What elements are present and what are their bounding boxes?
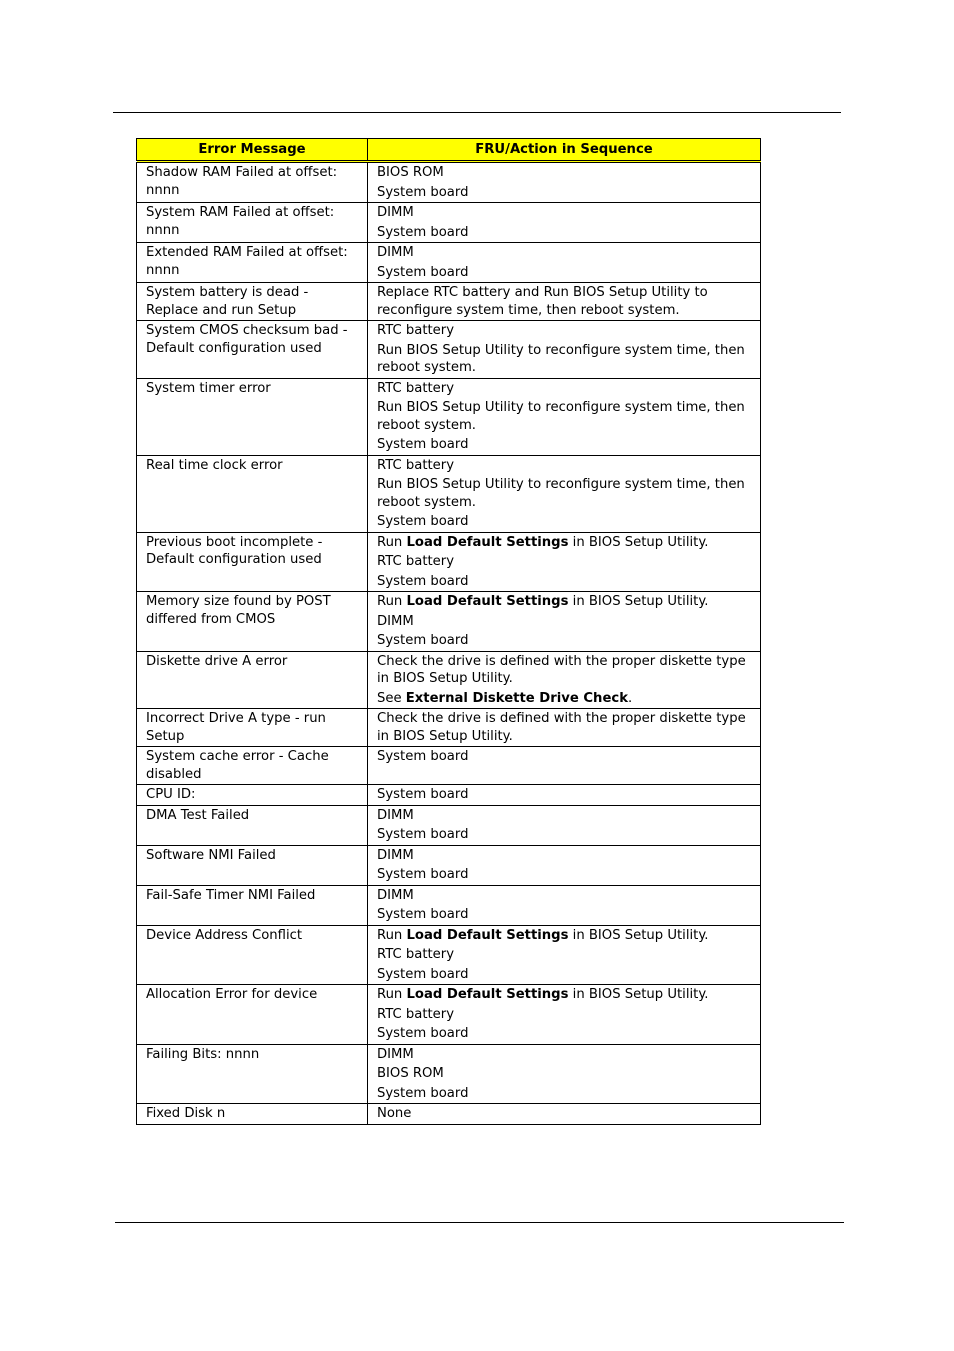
action-text: DIMM [377,205,414,220]
action-emphasis: Load Default Settings [406,534,569,550]
table-body [137,162,761,1125]
action-line [377,184,754,202]
fru-action-cell [368,592,761,652]
action-text: Run [377,927,407,943]
table-row [137,651,761,709]
action-line [377,457,754,475]
table-row [137,532,761,592]
action-text: RTC battery [377,323,455,338]
error-message-cell: Device Address Conflict [137,925,368,985]
action-text: DIMM [377,887,414,903]
error-message-cell: System battery is dead - Replace and run Setup [137,283,368,321]
fru-action-cell [368,885,761,925]
action-line [377,534,754,552]
fru-action-cell [368,203,761,243]
action-text: System board [377,264,469,280]
error-message-cell: Fixed Disk n [137,1104,368,1125]
action-text: DIMM [377,847,414,863]
error-message-cell: Software NMI Failed [137,845,368,885]
action-line [377,399,754,434]
error-message-cell: Failing Bits: nnnn [137,1044,368,1104]
action-line [377,513,754,531]
fru-action-cell [368,532,761,592]
action-line [377,613,754,631]
action-line [377,264,754,282]
action-text: System board [377,827,469,842]
table-row [137,455,761,532]
action-emphasis: External Diskette Drive Check [405,690,628,706]
action-text: System board [377,1026,469,1041]
fru-action-cell [368,845,761,885]
table-row [137,805,761,845]
action-line [377,966,754,984]
error-message-cell: Previous boot incomplete - Default configuration used [137,532,368,592]
table-row [137,243,761,283]
table-row [137,378,761,455]
action-text: Run BIOS Setup Utility to reconfigure system time, then reboot system. [377,400,745,433]
action-text: BIOS ROM [377,165,444,180]
fru-action-cell [368,378,761,455]
action-text: RTC battery [377,554,455,569]
action-text: System board [377,573,469,589]
fru-action-cell [368,455,761,532]
fru-action-cell [368,243,761,283]
action-line [377,380,754,398]
action-line [377,826,754,844]
action-line [377,1065,754,1083]
fru-action-cell [368,709,761,747]
action-emphasis: Load Default Settings [406,987,569,1002]
table-row [137,747,761,785]
action-line [377,653,754,688]
table-row [137,985,761,1045]
action-text: RTC battery [377,1006,455,1022]
action-line [377,1105,754,1123]
fru-action-cell [368,162,761,203]
table-row [137,845,761,885]
action-text: BIOS ROM [377,1066,444,1081]
fru-action-cell [368,747,761,785]
action-text: System board [377,514,469,529]
table-row [137,885,761,925]
action-text: RTC battery [377,457,455,473]
action-line [377,224,754,242]
error-message-cell: Real time clock error [137,455,368,532]
action-line [377,553,754,571]
action-text: System board [377,633,469,648]
action-text: Run [377,534,407,550]
action-line [377,748,754,766]
table-row [137,321,761,379]
action-line [377,946,754,964]
error-message-cell: Allocation Error for device [137,985,368,1045]
action-line [377,1085,754,1103]
error-message-cell: Diskette drive A error [137,651,368,709]
table-row [137,1104,761,1125]
fru-action-cell [368,985,761,1045]
action-line [377,436,754,454]
action-line [377,1046,754,1064]
action-line [377,1025,754,1043]
action-line [377,847,754,865]
action-text: None [377,1106,412,1121]
error-message-cell: System RAM Failed at offset: nnnn [137,203,368,243]
action-text: Run [377,987,407,1002]
action-text: in BIOS Setup Utility. [568,534,709,550]
action-text: System board [377,907,469,922]
action-text: System board [377,437,469,452]
error-message-cell: System CMOS checksum bad - Default configuration used [137,321,368,379]
action-line [377,906,754,924]
action-line [377,927,754,945]
table-row [137,1044,761,1104]
action-line [377,342,754,377]
action-emphasis: Load Default Settings [406,594,569,609]
fru-action-cell [368,785,761,806]
action-text: System board [377,749,469,764]
action-text: System board [377,1085,469,1101]
action-text: DIMM [377,613,414,629]
action-line [377,204,754,222]
table-row [137,592,761,652]
action-line [377,632,754,650]
action-text: Check the drive is defined with the proper diskette type in BIOS Setup Utility. [377,653,746,686]
action-text: RTC battery [377,947,455,962]
error-message-cell: Incorrect Drive A type - run Setup [137,709,368,747]
action-text: in BIOS Setup Utility. [568,987,709,1002]
action-line [377,164,754,182]
fru-action-cell [368,1044,761,1104]
action-text: Check the drive is defined with the proper diskette type in BIOS Setup Utility. [377,711,746,744]
action-emphasis: Load Default Settings [406,927,569,943]
bottom-rule [115,1222,844,1223]
error-message-cell: Extended RAM Failed at offset: nnnn [137,243,368,283]
fru-action-cell [368,283,761,321]
action-text: DIMM [377,1046,414,1062]
action-text: . [627,690,633,706]
table-row [137,162,761,203]
action-text: System board [377,966,469,982]
error-message-cell: Shadow RAM Failed at offset: nnnn [137,162,368,203]
action-text: Replace RTC battery and Run BIOS Setup Utility to reconfigure system time, then reboot system. [377,285,708,318]
action-text: RTC battery [377,380,455,396]
error-message-cell: Memory size found by POST differed from CMOS [137,592,368,652]
action-line [377,710,754,745]
action-text: See [377,690,406,706]
fru-action-cell [368,1104,761,1125]
header-fru-action: FRU/Action in Sequence [368,139,761,162]
action-text: System board [377,224,469,240]
action-text: Run [377,594,407,609]
action-text: Run BIOS Setup Utility to reconfigure system time, then reboot system. [377,477,745,510]
action-line [377,986,754,1004]
error-message-cell: DMA Test Failed [137,805,368,845]
action-line [377,807,754,825]
error-message-cell: System timer error [137,378,368,455]
action-line [377,887,754,905]
table-row [137,203,761,243]
action-text: System board [377,867,469,882]
table-row [137,283,761,321]
action-line [377,284,754,319]
action-line [377,476,754,511]
action-text: in BIOS Setup Utility. [568,594,709,609]
action-line [377,593,754,611]
action-line [377,322,754,340]
fru-action-cell [368,925,761,985]
action-text: DIMM [377,245,414,260]
action-line [377,573,754,591]
table-header-row [137,139,761,162]
fru-action-cell [368,805,761,845]
error-message-cell: System cache error - Cache disabled [137,747,368,785]
action-text: Run BIOS Setup Utility to reconfigure system time, then reboot system. [377,342,745,375]
fru-action-cell [368,651,761,709]
action-text: DIMM [377,807,414,823]
action-text: System board [377,787,469,802]
top-rule [113,112,841,113]
action-text: in BIOS Setup Utility. [568,927,709,943]
action-line [377,1006,754,1024]
action-line [377,866,754,884]
fru-action-cell [368,321,761,379]
error-message-cell: CPU ID: [137,785,368,806]
action-line [377,690,754,708]
header-error-message: Error Message [137,139,368,162]
error-table [136,138,761,1125]
action-line [377,244,754,262]
error-message-cell: Fail-Safe Timer NMI Failed [137,885,368,925]
table-row [137,925,761,985]
table-row [137,785,761,806]
table-row [137,709,761,747]
action-line [377,786,754,804]
action-text: System board [377,184,469,200]
